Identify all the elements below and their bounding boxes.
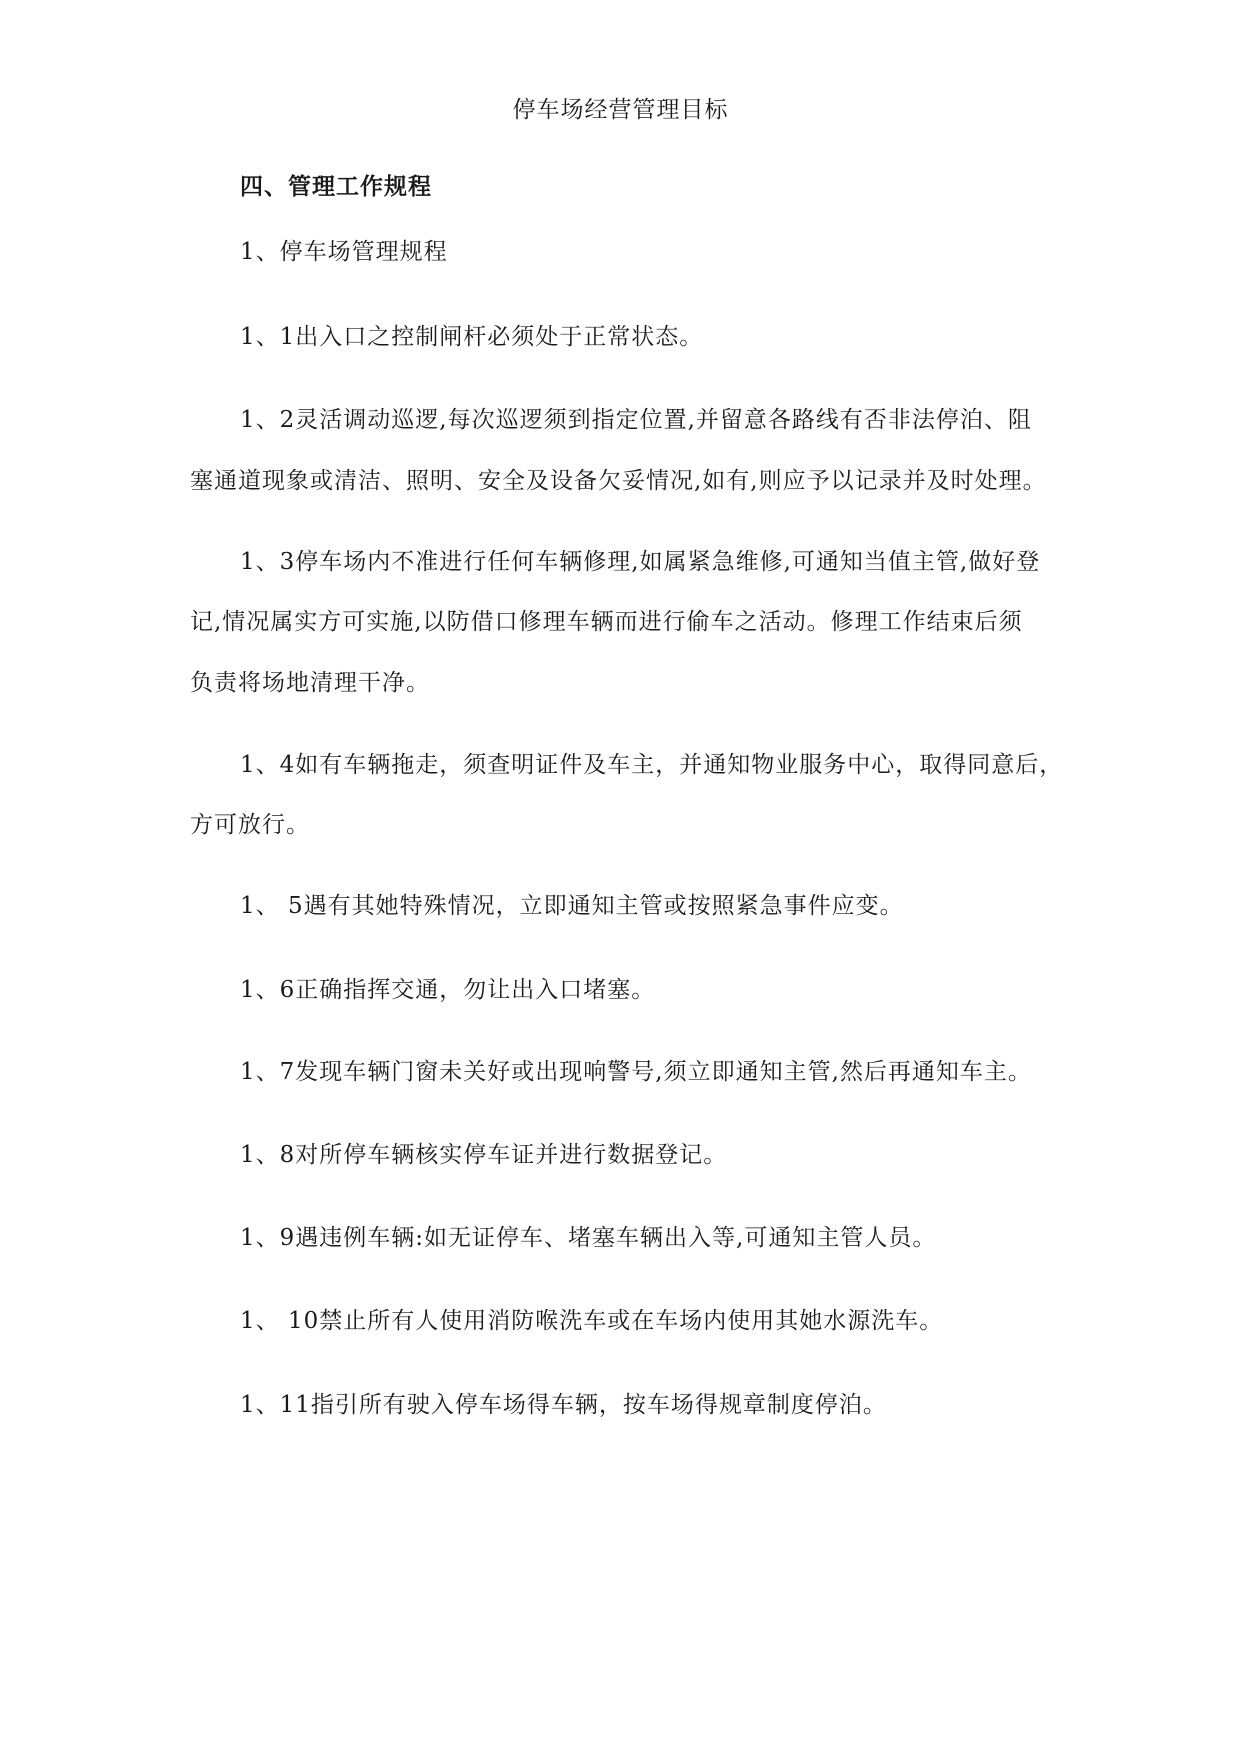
rule-item-1-4-line-1: 1、4如有车辆拖走，须查明证件及车主，并通知物业服务中心，取得同意后，: [240, 752, 1064, 778]
rule-item-1-10: 1、 10禁止所有人使用消防喉洗车或在车场内使用其她水源洗车。: [240, 1308, 944, 1334]
rule-item-1-1: 1、1出入口之控制闸杆必须处于正常状态。: [240, 324, 704, 350]
rule-item-1-11: 1、11指引所有驶入停车场得车辆，按车场得规章制度停泊。: [240, 1392, 887, 1418]
document-title: 停车场经营管理目标: [512, 97, 729, 123]
rule-item-1-5: 1、 5遇有其她特殊情况，立即通知主管或按照紧急事件应变。: [240, 893, 904, 919]
rule-item-1-3-line-2: 记,情况属实方可实施,以防借口修理车辆而进行偷车之活动。修理工作结束后须: [190, 609, 1023, 635]
rule-item-1-8: 1、8对所停车辆核实停车证并进行数据登记。: [240, 1142, 728, 1168]
rule-item-1-2-line-2: 塞通道现象或清洁、照明、安全及设备欠妥情况,如有,则应予以记录并及时处理。: [190, 468, 1047, 494]
rule-item-1-2-line-1: 1、2灵活调动巡逻,每次巡逻须到指定位置,并留意各路线有否非法停泊、阻: [240, 407, 1032, 433]
rule-item-1-7: 1、7发现车辆门窗未关好或出现响警号,须立即通知主管,然后再通知车主。: [240, 1059, 1032, 1085]
subsection-heading: 1、停车场管理规程: [240, 239, 448, 265]
rule-item-1-4-line-2: 方可放行。: [190, 812, 310, 838]
rule-item-1-9: 1、9遇违例车辆:如无证停车、堵塞车辆出入等,可通知主管人员。: [240, 1225, 937, 1251]
section-heading: 四、管理工作规程: [240, 173, 432, 200]
rule-item-1-3-line-3: 负责将场地清理干净。: [190, 670, 430, 696]
rule-item-1-3-line-1: 1、3停车场内不准进行任何车辆修理,如属紧急维修,可通知当值主管,做好登: [240, 549, 1041, 575]
rule-item-1-6: 1、6正确指挥交通，勿让出入口堵塞。: [240, 977, 656, 1003]
